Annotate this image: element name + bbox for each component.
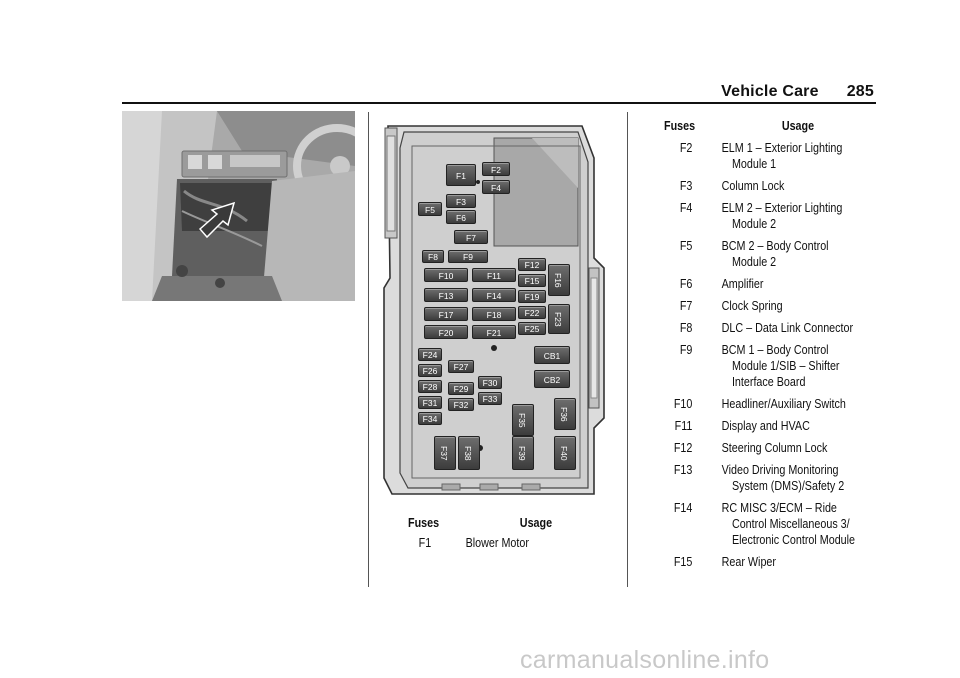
page-header (721, 83, 874, 101)
fuse-f3: F3 (446, 194, 476, 208)
table-row (408, 535, 580, 551)
fuse-f34: F34 (418, 412, 442, 425)
fuse-f4: F4 (482, 180, 510, 194)
fuse-layer (382, 118, 610, 501)
table-row (664, 178, 862, 194)
fuse-usage (722, 342, 840, 390)
table-row (664, 554, 862, 570)
fuse-usage-line: DLC – Data Link Connector (721, 321, 854, 335)
page-number: 285 (846, 83, 874, 100)
fuse-usage-line: Module 2 (731, 217, 777, 231)
fuse-f19: F19 (518, 290, 546, 303)
fuses-column-header: Fuses (408, 516, 440, 530)
fuse-f37: F37 (434, 436, 456, 470)
fuse-cb2: CB2 (534, 370, 570, 388)
fuse-block-diagram (382, 118, 610, 501)
fuse-f8: F8 (422, 250, 444, 263)
fuse-usage-line: Steering Column Lock (721, 441, 828, 455)
table-row (664, 276, 862, 292)
fuse-f39: F39 (512, 436, 534, 470)
fuse-usage (722, 140, 843, 172)
fuse-f2: F2 (482, 162, 510, 176)
fuse-f9: F9 (448, 250, 488, 263)
fuse-f21: F21 (472, 325, 516, 339)
fuse-id: F12 (673, 441, 693, 455)
table-header (408, 515, 580, 531)
fuse-f13: F13 (424, 288, 468, 302)
fuse-f28: F28 (418, 380, 442, 393)
table-row (664, 238, 862, 270)
fuse-usage-line: Column Lock (721, 179, 785, 193)
fuse-f30: F30 (478, 376, 502, 389)
fuse-f36: F36 (554, 398, 576, 430)
fuse-f22: F22 (518, 306, 546, 319)
fuses-column-header: Fuses (664, 119, 696, 133)
usage-column-header: Usage (519, 516, 553, 530)
fuse-f12: F12 (518, 258, 546, 271)
fuse-usage (722, 238, 829, 270)
fuse-table-right (664, 118, 862, 570)
fuse-f20: F20 (424, 325, 468, 339)
fuse-usage (722, 320, 853, 336)
fuse-id: F11 (674, 419, 693, 433)
fuse-id: F4 (679, 201, 693, 215)
fuse-id: F5 (679, 239, 693, 253)
fuse-f29: F29 (448, 382, 474, 395)
fuse-id: F13 (673, 463, 693, 477)
fuse-usage-line: Clock Spring (721, 299, 783, 313)
fuse-usage-line: BCM 2 – Body Control (721, 239, 829, 253)
fuse-f18: F18 (472, 307, 516, 321)
fuse-f6: F6 (446, 210, 476, 224)
fuse-f5: F5 (418, 202, 442, 216)
fuse-usage-line: Video Driving Monitoring (721, 463, 839, 477)
fuse-usage-line: System (DMS)/Safety 2 (731, 479, 845, 493)
fuse-usage-line: Rear Wiper (721, 555, 776, 569)
fuse-f40: F40 (554, 436, 576, 470)
table-row (664, 396, 862, 412)
fuse-f11: F11 (472, 268, 516, 282)
fuse-usage (722, 200, 843, 232)
fuse-f23: F23 (548, 304, 570, 334)
fuse-panel-location-photo (122, 111, 355, 301)
fuse-usage (722, 462, 845, 494)
fuse-id: F15 (673, 555, 693, 569)
fuse-f33: F33 (478, 392, 502, 405)
fuse-usage-line: RC MISC 3/ECM – Ride (721, 501, 837, 515)
fuse-usage-line: Module 2 (731, 255, 777, 269)
fuse-f1: F1 (446, 164, 476, 186)
fuse-f14: F14 (472, 288, 516, 302)
fuse-usage-line: BCM 1 – Body Control (721, 343, 829, 357)
fuse-f32: F32 (448, 398, 474, 411)
fuse-cb1: CB1 (534, 346, 570, 364)
fuse-id: F8 (679, 321, 693, 335)
fuse-f10: F10 (424, 268, 468, 282)
table-row (664, 140, 862, 172)
fuse-f7: F7 (454, 230, 488, 244)
table-row (664, 440, 862, 456)
fuse-f38: F38 (458, 436, 480, 470)
fuse-usage (722, 298, 783, 314)
fuse-id: F6 (679, 277, 693, 291)
fuse-usage: Blower Motor (465, 536, 529, 550)
table-row (664, 462, 862, 494)
watermark: carmanualsonline.info (520, 646, 770, 674)
table-row (664, 200, 862, 232)
fuse-usage (722, 418, 810, 434)
fuse-id: F1 (418, 536, 432, 550)
usage-column-header: Usage (781, 119, 815, 133)
table-body (664, 140, 862, 570)
table-row (664, 298, 862, 314)
fuse-usage-line: Control Miscellaneous 3/ (731, 517, 850, 531)
fuse-id: F14 (673, 501, 693, 515)
fuse-usage-line: Headliner/Auxiliary Switch (721, 397, 846, 411)
fuse-usage (722, 440, 828, 456)
fuse-usage-line: Amplifier (721, 277, 764, 291)
table-row (664, 320, 862, 336)
header-rule (122, 102, 876, 104)
fuse-f26: F26 (418, 364, 442, 377)
table-header (664, 118, 862, 134)
fuse-f24: F24 (418, 348, 442, 361)
fuse-f27: F27 (448, 360, 474, 373)
column-divider-right (627, 112, 628, 587)
fuse-usage-line: Display and HVAC (721, 419, 810, 433)
fuse-usage-line: ELM 2 – Exterior Lighting (721, 201, 843, 215)
fuse-f31: F31 (418, 396, 442, 409)
fuse-f35: F35 (512, 404, 534, 436)
section-title: Vehicle Care (721, 83, 819, 100)
fuse-usage (722, 500, 855, 548)
fuse-usage-line: ELM 1 – Exterior Lighting (721, 141, 843, 155)
fuse-id: F2 (679, 141, 693, 155)
table-row (664, 418, 862, 434)
fuse-id: F3 (679, 179, 693, 193)
fuse-id: F9 (679, 343, 693, 357)
fuse-f15: F15 (518, 274, 546, 287)
table-row (664, 342, 862, 390)
fuse-usage (722, 554, 776, 570)
fuse-usage (722, 396, 846, 412)
fuse-f17: F17 (424, 307, 468, 321)
fuse-id: F7 (679, 299, 693, 313)
fuse-table-left (408, 515, 580, 551)
fuse-usage (722, 276, 764, 292)
fuse-usage-line: Electronic Control Module (731, 533, 856, 547)
column-divider-left (368, 112, 369, 587)
fuse-f16: F16 (548, 264, 570, 296)
fuse-usage-line: Interface Board (731, 375, 806, 389)
fuse-f25: F25 (518, 322, 546, 335)
fuse-id: F10 (673, 397, 693, 411)
fuse-usage-line: Module 1/SIB – Shifter (731, 359, 840, 373)
fuse-usage-line: Module 1 (731, 157, 777, 171)
fuse-usage (722, 178, 785, 194)
table-row (664, 500, 862, 548)
